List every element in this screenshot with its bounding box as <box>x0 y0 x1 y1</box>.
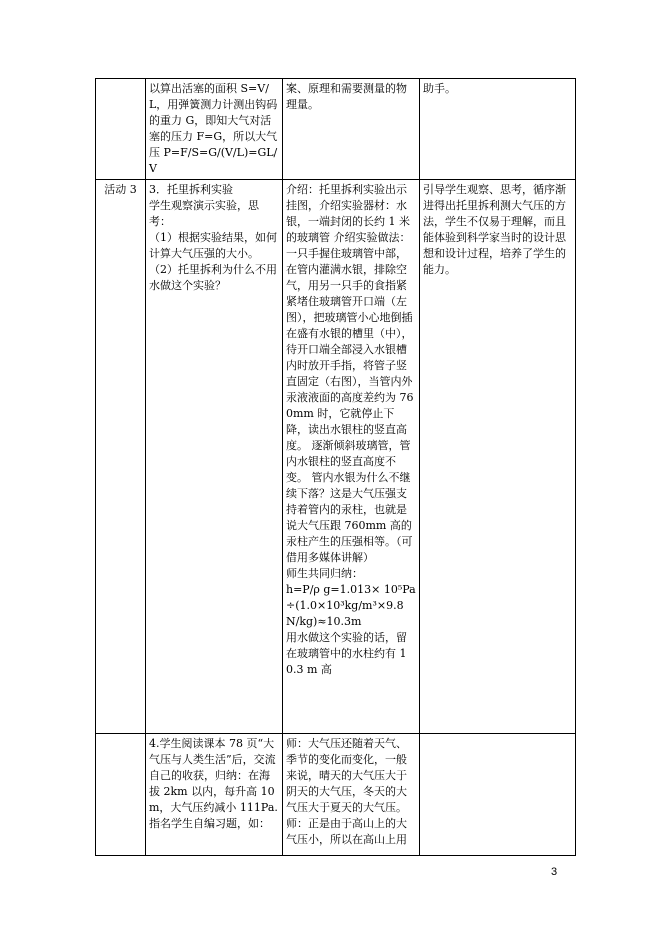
activity-cell <box>96 79 146 180</box>
design-intent-cell <box>420 79 576 180</box>
formula-text: h=P/ρ g=1.013× 10⁵Pa÷(1.0×10³kg/m³×9.8N/kg)≈10.3m <box>286 583 416 628</box>
student-activity-cell <box>146 79 283 180</box>
cell-text: 师生共同归纳： <box>286 567 363 580</box>
cell-text: 助手。 <box>423 82 456 95</box>
teacher-activity-cell <box>283 79 420 180</box>
table-row <box>96 180 576 734</box>
cell-text: 3．托里拆利实验 <box>149 183 233 196</box>
cell-text: 引导学生观察、思考，循序渐进得出托里拆利测大气压的方法，学生不仅易于理解，而且能体验到科学家当时的设计思想和设计过程，培养了学生的能力。 <box>423 183 566 276</box>
design-intent-cell <box>420 734 576 856</box>
activity-label: 活动 3 <box>104 183 137 196</box>
student-activity-cell <box>146 180 283 734</box>
cell-text: （1）根据实验结果，如何计算大气压强的大小。 <box>149 231 277 260</box>
table-row <box>96 79 576 180</box>
teacher-activity-cell <box>283 180 420 734</box>
cell-text: （2）托里拆利为什么不用水做这个实验？ <box>149 263 277 292</box>
page-number: 3 <box>551 866 558 878</box>
cell-text: 师：正是由于高山上的大气压小，所以在高山上用 <box>286 817 407 846</box>
cell-text: 介绍：托里拆利实验出示挂图，介绍实验器材：水银，一端封闭的长约 1 米的玻璃管 介绍实验做法： 一只手握住玻璃管中部，在管内灌满水银，排除空气，用另一只手的食指紧紧堵住玻璃管开口端（左图），把玻璃管小心地倒插在盛有水银的槽里（中），待开口端全部浸入水银槽内时放开手指，将管子竖直固定（右图），当管内外汞液液面的高度差约为 760mm 时，它就停止下降，读出水银柱的竖直高度。 逐渐倾斜玻璃管，管内水银柱的竖直高度不变。 管内水银为什么不继续下落？这是大气压强支持着管内的汞柱，也就是说大气压跟 760mm 高的汞柱产生的压强相等。（可借用多媒体讲解） <box>286 183 414 564</box>
activity-cell <box>96 180 146 734</box>
design-intent-cell <box>420 180 576 734</box>
cell-text: 学生观察演示实验，思考： <box>149 199 259 228</box>
lesson-plan-table <box>95 78 576 856</box>
student-activity-cell <box>146 734 283 856</box>
cell-text: 师：大气压还随着天气、季节的变化而变化，一般来说，晴天的大气压大于阴天的大气压，冬天的大气压大于夏天的大气压。 <box>286 737 407 814</box>
cell-text: 指名学生自编习题，如： <box>149 817 270 830</box>
cell-text: 案、原理和需要测量的物理量。 <box>286 82 407 111</box>
cell-text: 以算出活塞的面积 S=V/L，用弹簧测力计测出钩码的重力 G，即知大气对活塞的压力 F=G，所以大气压 P=F/S=G/(V/L)=GL/V <box>149 82 278 175</box>
teacher-activity-cell <box>283 734 420 856</box>
cell-text: 用水做这个实验的话，留在玻璃管中的水柱约有 10.3 m 高 <box>286 631 407 676</box>
cell-text: 4.学生阅读课本 78 页“大气压与人类生活”后，交流自己的收获，归纳：在海拔 2km 以内，每升高 10m，大气压约减小 111Pa. <box>149 737 278 814</box>
table-row <box>96 734 576 856</box>
activity-cell <box>96 734 146 856</box>
